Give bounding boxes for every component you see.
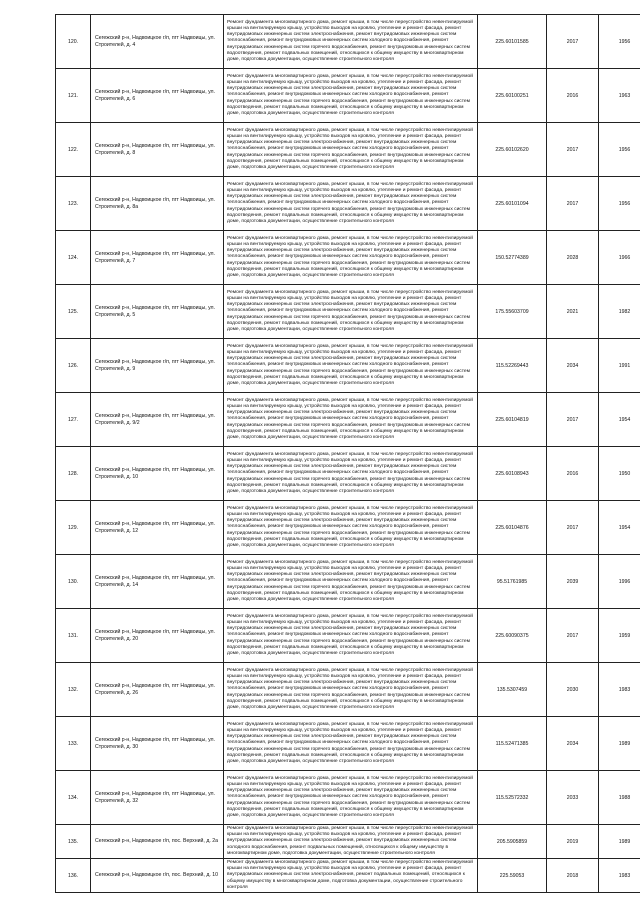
works-cell: Ремонт фундамента многоквартирного дома, ремонт крыши, в том числе переустройство невентилируемой крыши на вентилируемую крышу, устройство выходов на кровлю, утепление и ремонт фасада, ремонт внутридомовых инженерных систем электроснабжения, ремонт внутридомовых инженерных систем теплоснабжения, ремонт внутридомовых инженерных систем холодного водоснабжения, ремонт внутридомовых инженерных систем горячего водоснабжения, ремонт внутридомовых инженерных систем водоотведения, ремонт подвальных помещений, относящихся к общему имуществу в многоквартирном доме, подготовка документации, осуществление строительного контроля [224, 663, 478, 717]
table-row [56, 663, 640, 717]
row-number: 131. [56, 609, 91, 663]
table-row [56, 771, 640, 825]
planned-year-cell: 2017 [547, 609, 599, 663]
table-body [56, 15, 640, 893]
cost-cell: 115.52471385 [478, 717, 547, 771]
document-page [55, 14, 631, 893]
cost-cell: 225.60100251 [478, 69, 547, 123]
cost-cell: 135.5307459 [478, 663, 547, 717]
capital-repair-table [55, 14, 640, 893]
built-year-cell: 1956 [599, 177, 640, 231]
built-year-cell: 1982 [599, 285, 640, 339]
row-number: 130. [56, 555, 91, 609]
planned-year-cell: 2017 [547, 501, 599, 555]
cost-cell: 225.60101094 [478, 177, 547, 231]
built-year-cell: 1983 [599, 859, 640, 893]
planned-year-cell: 2021 [547, 285, 599, 339]
address-cell: Сегежский р-н, Надвоицкое г/п, пгт Надвоицы, ул. Строителей, д. 14 [91, 555, 224, 609]
built-year-cell: 1956 [599, 123, 640, 177]
address-cell: Сегежский р-н, Надвоицкое г/п, пгт Надвоицы, ул. Строителей, д. 5 [91, 285, 224, 339]
cost-cell: 205.5905859 [478, 825, 547, 859]
planned-year-cell: 2019 [547, 825, 599, 859]
table-row [56, 339, 640, 393]
works-cell: Ремонт фундамента многоквартирного дома, ремонт крыши, в том числе переустройство невентилируемой крыши на вентилируемую крышу, устройство выходов на кровлю, утепление и ремонт фасада, ремонт внутридомовых инженерных систем электроснабжения, ремонт внутридомовых инженерных систем теплоснабжения, ремонт внутридомовых инженерных систем холодного водоснабжения, ремонт внутридомовых инженерных систем горячего водоснабжения, ремонт внутридомовых инженерных систем водоотведения, ремонт подвальных помещений, относящихся к общему имуществу в многоквартирном доме, подготовка документации, осуществление строительного контроля [224, 717, 478, 771]
planned-year-cell: 2017 [547, 177, 599, 231]
works-cell: Ремонт фундамента многоквартирного дома, ремонт крыши, в том числе переустройство невентилируемой крыши на вентилируемую крышу, устройство выходов на кровлю, утепление и ремонт фасада, ремонт внутридомовых инженерных систем электроснабжения, ремонт внутридомовых инженерных систем теплоснабжения, ремонт внутридомовых инженерных систем холодного водоснабжения, ремонт внутридомовых инженерных систем горячего водоснабжения, ремонт внутридомовых инженерных систем водоотведения, ремонт подвальных помещений, относящихся к общему имуществу в многоквартирном доме, подготовка документации, осуществление строительного контроля [224, 177, 478, 231]
address-cell: Сегежский р-н, Надвоицкое г/п, пос. Верхний, д. 2а [91, 825, 224, 859]
row-number: 128. [56, 447, 91, 501]
row-number: 132. [56, 663, 91, 717]
works-cell: Ремонт фундамента многоквартирного дома, ремонт крыши, в том числе переустройство невентилируемой крыши на вентилируемую крышу, устройство выходов на кровлю, утепление и ремонт фасада, ремонт внутридомовых инженерных систем электроснабжения, ремонт внутридомовых инженерных систем теплоснабжения, ремонт внутридомовых инженерных систем холодного водоснабжения, ремонт внутридомовых инженерных систем горячего водоснабжения, ремонт внутридомовых инженерных систем водоотведения, ремонт подвальных помещений, относящихся к общему имуществу в многоквартирном доме, подготовка документации, осуществление строительного контроля [224, 555, 478, 609]
planned-year-cell: 2039 [547, 555, 599, 609]
row-number: 126. [56, 339, 91, 393]
table-row [56, 393, 640, 447]
works-cell: Ремонт фундамента многоквартирного дома, ремонт крыши, в том числе переустройство невентилируемой крыши на вентилируемую крышу, устройство выходов на кровлю, утепление и ремонт фасада, ремонт внутридомовых инженерных систем электроснабжения, ремонт внутридомовых инженерных систем холодного водоснабжения, ремонт подвальных помещений, относящихся к общему имуществу в многоквартирном доме, подготовка документации, осуществление строительного контроля [224, 825, 478, 859]
planned-year-cell: 2017 [547, 15, 599, 69]
address-cell: Сегежский р-н, Надвоицкое г/п, пгт Надвоицы, ул. Строителей, д. 20 [91, 609, 224, 663]
works-cell: Ремонт фундамента многоквартирного дома, ремонт крыши, в том числе переустройство невентилируемой крыши на вентилируемую крышу, устройство выходов на кровлю, утепление и ремонт фасада, ремонт внутридомовых инженерных систем электроснабжения, ремонт внутридомовых инженерных систем теплоснабжения, ремонт внутридомовых инженерных систем холодного водоснабжения, ремонт внутридомовых инженерных систем горячего водоснабжения, ремонт внутридомовых инженерных систем водоотведения, ремонт подвальных помещений, относящихся к общему имуществу в многоквартирном доме, подготовка документации, осуществление строительного контроля [224, 231, 478, 285]
cost-cell: 225.59053 [478, 859, 547, 893]
cost-cell: 175.55603709 [478, 285, 547, 339]
cost-cell: 225.60104876 [478, 501, 547, 555]
works-cell: Ремонт фундамента многоквартирного дома, ремонт крыши, в том числе переустройство невентилируемой крыши на вентилируемую крышу, устройство выходов на кровлю, утепление и ремонт фасада, ремонт внутридомовых инженерных систем электроснабжения, ремонт внутридомовых инженерных систем теплоснабжения, ремонт внутридомовых инженерных систем холодного водоснабжения, ремонт внутридомовых инженерных систем горячего водоснабжения, ремонт внутридомовых инженерных систем водоотведения, ремонт подвальных помещений, относящихся к общему имуществу в многоквартирном доме, подготовка документации, осуществление строительного контроля [224, 393, 478, 447]
cost-cell: 150.52774389 [478, 231, 547, 285]
row-number: 122. [56, 123, 91, 177]
row-number: 120. [56, 15, 91, 69]
planned-year-cell: 2034 [547, 339, 599, 393]
works-cell: Ремонт фундамента многоквартирного дома, ремонт крыши, в том числе переустройство невентилируемой крыши на вентилируемую крышу, устройство выходов на кровлю, утепление и ремонт фасада, ремонт внутридомовых инженерных систем электроснабжения, ремонт внутридомовых инженерных систем теплоснабжения, ремонт внутридомовых инженерных систем холодного водоснабжения, ремонт внутридомовых инженерных систем горячего водоснабжения, ремонт внутридомовых инженерных систем водоотведения, ремонт подвальных помещений, относящихся к общему имуществу в многоквартирном доме, подготовка документации, осуществление строительного контроля [224, 69, 478, 123]
row-number: 127. [56, 393, 91, 447]
cost-cell: 225.60102620 [478, 123, 547, 177]
table-row [56, 825, 640, 859]
row-number: 123. [56, 177, 91, 231]
built-year-cell: 1989 [599, 825, 640, 859]
table-row [56, 15, 640, 69]
table-row [56, 859, 640, 893]
built-year-cell: 1956 [599, 15, 640, 69]
address-cell: Сегежский р-н, Надвоицкое г/п, пгт Надвоицы, ул. Строителей, д. 32 [91, 771, 224, 825]
table-row [56, 231, 640, 285]
planned-year-cell: 2016 [547, 69, 599, 123]
works-cell: Ремонт фундамента многоквартирного дома, ремонт крыши, в том числе переустройство невентилируемой крыши на вентилируемую крышу, устройство выходов на кровлю, утепление и ремонт фасада, ремонт внутридомовых инженерных систем электроснабжения, ремонт внутридомовых инженерных систем теплоснабжения, ремонт внутридомовых инженерных систем холодного водоснабжения, ремонт внутридомовых инженерных систем горячего водоснабжения, ремонт внутридомовых инженерных систем водоотведения, ремонт подвальных помещений, относящихся к общему имуществу в многоквартирном доме, подготовка документации, осуществление строительного контроля [224, 123, 478, 177]
planned-year-cell: 2034 [547, 717, 599, 771]
works-cell: Ремонт фундамента многоквартирного дома, ремонт крыши, в том числе переустройство невентилируемой крыши на вентилируемую крышу, устройство выходов на кровлю, утепление и ремонт фасада, ремонт внутридомовых инженерных систем электроснабжения, ремонт внутридомовых инженерных систем теплоснабжения, ремонт внутридомовых инженерных систем холодного водоснабжения, ремонт внутридомовых инженерных систем горячего водоснабжения, ремонт внутридомовых инженерных систем водоотведения, ремонт подвальных помещений, относящихся к общему имуществу в многоквартирном доме, подготовка документации, осуществление строительного контроля [224, 339, 478, 393]
built-year-cell: 1959 [599, 609, 640, 663]
row-number: 125. [56, 285, 91, 339]
cost-cell: 115.52269443 [478, 339, 547, 393]
address-cell: Сегежский р-н, Надвоицкое г/п, пгт Надвоицы, ул. Строителей, д. 9/2 [91, 393, 224, 447]
planned-year-cell: 2028 [547, 231, 599, 285]
row-number: 133. [56, 717, 91, 771]
address-cell: Сегежский р-н, Надвоицкое г/п, пгт Надвоицы, ул. Строителей, д. 30 [91, 717, 224, 771]
row-number: 136. [56, 859, 91, 893]
address-cell: Сегежский р-н, Надвоицкое г/п, пгт Надвоицы, ул. Строителей, д. 26 [91, 663, 224, 717]
cost-cell: 225.60090375 [478, 609, 547, 663]
works-cell: Ремонт фундамента многоквартирного дома, ремонт крыши, в том числе переустройство невентилируемой крыши на вентилируемую крышу, устройство выходов на кровлю, утепление и ремонт фасада, ремонт внутридомовых инженерных систем электроснабжения, ремонт внутридомовых инженерных систем теплоснабжения, ремонт внутридомовых инженерных систем холодного водоснабжения, ремонт внутридомовых инженерных систем горячего водоснабжения, ремонт внутридомовых инженерных систем водоотведения, ремонт подвальных помещений, относящихся к общему имуществу в многоквартирном доме, подготовка документации, осуществление строительного контроля [224, 285, 478, 339]
row-number: 134. [56, 771, 91, 825]
built-year-cell: 1950 [599, 447, 640, 501]
table-row [56, 501, 640, 555]
planned-year-cell: 2017 [547, 123, 599, 177]
built-year-cell: 1954 [599, 393, 640, 447]
cost-cell: 115.52572332 [478, 771, 547, 825]
address-cell: Сегежский р-н, Надвоицкое г/п, пгт Надвоицы, ул. Строителей, д. 12 [91, 501, 224, 555]
table-row [56, 555, 640, 609]
table-row [56, 609, 640, 663]
row-number: 129. [56, 501, 91, 555]
built-year-cell: 1966 [599, 231, 640, 285]
table-row [56, 123, 640, 177]
table-row [56, 285, 640, 339]
address-cell: Сегежский р-н, Надвоицкое г/п, пгт Надвоицы, ул. Строителей, д. 8а [91, 177, 224, 231]
built-year-cell: 1983 [599, 663, 640, 717]
works-cell: Ремонт фундамента многоквартирного дома, ремонт крыши, в том числе переустройство невентилируемой крыши на вентилируемую крышу, устройство выходов на кровлю, утепление и ремонт фасада, ремонт внутридомовых инженерных систем электроснабжения, ремонт внутридомовых инженерных систем теплоснабжения, ремонт внутридомовых инженерных систем холодного водоснабжения, ремонт внутридомовых инженерных систем горячего водоснабжения, ремонт внутридомовых инженерных систем водоотведения, ремонт подвальных помещений, относящихся к общему имуществу в многоквартирном доме, подготовка документации, осуществление строительного контроля [224, 771, 478, 825]
works-cell: Ремонт фундамента многоквартирного дома, ремонт крыши, в том числе переустройство невентилируемой крыши на вентилируемую крышу, устройство выходов на кровлю, утепление и ремонт фасада, ремонт внутридомовых инженерных систем электроснабжения, ремонт внутридомовых инженерных систем теплоснабжения, ремонт внутридомовых инженерных систем холодного водоснабжения, ремонт внутридомовых инженерных систем горячего водоснабжения, ремонт внутридомовых инженерных систем водоотведения, ремонт подвальных помещений, относящихся к общему имуществу в многоквартирном доме, подготовка документации, осуществление строительного контроля [224, 501, 478, 555]
cost-cell: 225.60104819 [478, 393, 547, 447]
row-number: 121. [56, 69, 91, 123]
works-cell: Ремонт фундамента многоквартирного дома, ремонт крыши, в том числе переустройство невентилируемой крыши на вентилируемую крышу, устройство выходов на кровлю, утепление и ремонт фасада, ремонт внутридомовых инженерных систем электроснабжения, ремонт внутридомовых инженерных систем теплоснабжения, ремонт внутридомовых инженерных систем холодного водоснабжения, ремонт внутридомовых инженерных систем горячего водоснабжения, ремонт внутридомовых инженерных систем водоотведения, ремонт подвальных помещений, относящихся к общему имуществу в многоквартирном доме, подготовка документации, осуществление строительного контроля [224, 447, 478, 501]
planned-year-cell: 2017 [547, 393, 599, 447]
cost-cell: 225.60108943 [478, 447, 547, 501]
cost-cell: 225.60101585 [478, 15, 547, 69]
address-cell: Сегежский р-н, Надвоицкое г/п, пос. Верхний, д. 10 [91, 859, 224, 893]
planned-year-cell: 2033 [547, 771, 599, 825]
address-cell: Сегежский р-н, Надвоицкое г/п, пгт Надвоицы, ул. Строителей, д. 4 [91, 15, 224, 69]
works-cell: Ремонт фундамента многоквартирного дома, ремонт крыши, в том числе переустройство невентилируемой крыши на вентилируемую крышу, устройство выходов на кровлю, утепление и ремонт фасада, ремонт внутридомовых инженерных систем электроснабжения, ремонт подвальных помещений, относящихся к общему имуществу в многоквартирном доме, подготовка документации, осуществление строительного контроля [224, 859, 478, 893]
built-year-cell: 1963 [599, 69, 640, 123]
address-cell: Сегежский р-н, Надвоицкое г/п, пгт Надвоицы, ул. Строителей, д. 6 [91, 69, 224, 123]
works-cell: Ремонт фундамента многоквартирного дома, ремонт крыши, в том числе переустройство невентилируемой крыши на вентилируемую крышу, устройство выходов на кровлю, утепление и ремонт фасада, ремонт внутридомовых инженерных систем электроснабжения, ремонт внутридомовых инженерных систем теплоснабжения, ремонт внутридомовых инженерных систем холодного водоснабжения, ремонт внутридомовых инженерных систем горячего водоснабжения, ремонт внутридомовых инженерных систем водоотведения, ремонт подвальных помещений, относящихся к общему имуществу в многоквартирном доме, подготовка документации, осуществление строительного контроля [224, 609, 478, 663]
address-cell: Сегежский р-н, Надвоицкое г/п, пгт Надвоицы, ул. Строителей, д. 9 [91, 339, 224, 393]
planned-year-cell: 2016 [547, 447, 599, 501]
planned-year-cell: 2030 [547, 663, 599, 717]
built-year-cell: 1954 [599, 501, 640, 555]
table-row [56, 447, 640, 501]
works-cell: Ремонт фундамента многоквартирного дома, ремонт крыши, в том числе переустройство невентилируемой крыши на вентилируемую крышу, устройство выходов на кровлю, утепление и ремонт фасада, ремонт внутридомовых инженерных систем электроснабжения, ремонт внутридомовых инженерных систем теплоснабжения, ремонт внутридомовых инженерных систем холодного водоснабжения, ремонт внутридомовых инженерных систем горячего водоснабжения, ремонт внутридомовых инженерных систем водоотведения, ремонт подвальных помещений, относящихся к общему имуществу в многоквартирном доме, подготовка документации, осуществление строительного контроля [224, 15, 478, 69]
address-cell: Сегежский р-н, Надвоицкое г/п, пгт Надвоицы, ул. Строителей, д. 7 [91, 231, 224, 285]
row-number: 124. [56, 231, 91, 285]
address-cell: Сегежский р-н, Надвоицкое г/п, пгт Надвоицы, ул. Строителей, д. 10 [91, 447, 224, 501]
table-row [56, 717, 640, 771]
row-number: 135. [56, 825, 91, 859]
built-year-cell: 1991 [599, 339, 640, 393]
table-row [56, 69, 640, 123]
planned-year-cell: 2018 [547, 859, 599, 893]
address-cell: Сегежский р-н, Надвоицкое г/п, пгт Надвоицы, ул. Строителей, д. 8 [91, 123, 224, 177]
built-year-cell: 1988 [599, 771, 640, 825]
cost-cell: 95.51761985 [478, 555, 547, 609]
built-year-cell: 1989 [599, 717, 640, 771]
built-year-cell: 1996 [599, 555, 640, 609]
table-row [56, 177, 640, 231]
